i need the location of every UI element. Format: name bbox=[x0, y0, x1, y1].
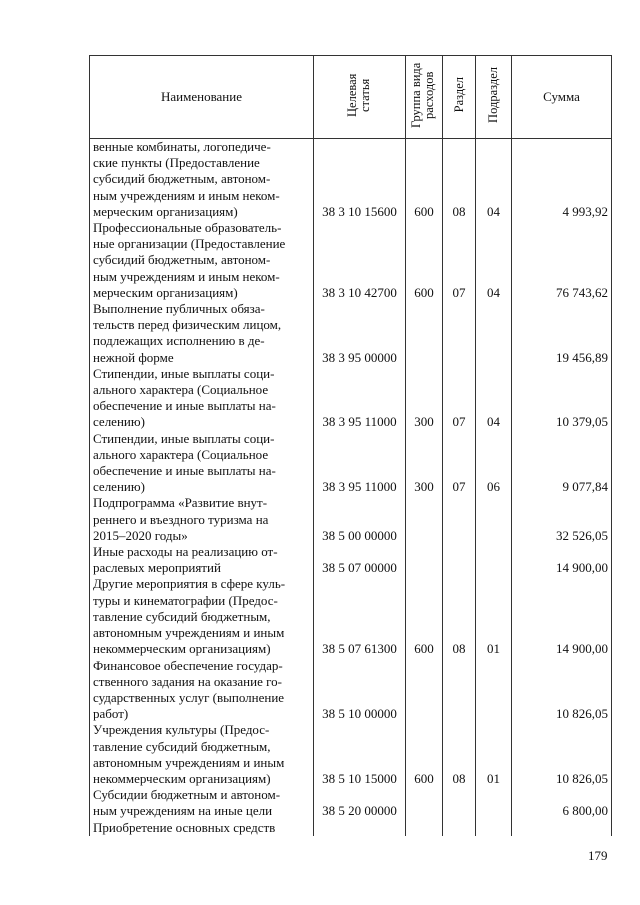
row-sum: 19 456,89 bbox=[512, 301, 612, 366]
row-group bbox=[406, 495, 443, 544]
row-article: 38 5 07 00000 bbox=[314, 544, 406, 576]
row-name: Подпрограмма «Развитие внут- реннего и въездного туризма на 2015–2020 годы» bbox=[90, 495, 314, 544]
row-article: 38 5 20 00000 bbox=[314, 787, 406, 819]
row-sum: 6 800,00 bbox=[512, 787, 612, 819]
row-sum: 76 743,62 bbox=[512, 220, 612, 301]
header-name: Наименование bbox=[90, 56, 314, 139]
header-group: Группа вида расходов bbox=[409, 62, 436, 128]
table-row bbox=[90, 576, 612, 657]
header-section: Раздел bbox=[451, 77, 466, 113]
row-subsection bbox=[476, 495, 512, 544]
row-section: 08 bbox=[443, 722, 476, 787]
row-section bbox=[443, 544, 476, 576]
row-section: 08 bbox=[443, 139, 476, 221]
row-subsection bbox=[476, 787, 512, 819]
row-name: Выполнение публичных обяза- тельств перед физическим лицом, подлежащих исполнению в де- нежной форме bbox=[90, 301, 314, 366]
row-group: 300 bbox=[406, 431, 443, 496]
row-article: 38 5 10 00000 bbox=[314, 658, 406, 723]
row-subsection: 04 bbox=[476, 366, 512, 431]
row-group bbox=[406, 301, 443, 366]
row-sum: 32 526,05 bbox=[512, 495, 612, 544]
budget-table bbox=[89, 55, 612, 836]
table-body bbox=[90, 139, 612, 836]
row-name: венные комбинаты, логопедиче- ские пункты (Предоставление субсидий бюджетным, автоном- ным учреждениям и иным неком- мерческим организациям) bbox=[90, 139, 314, 221]
row-sum: 10 826,05 bbox=[512, 722, 612, 787]
row-name: Учреждения культуры (Предос- тавление субсидий бюджетным, автономным учреждениям и иным некоммерческим организациям) bbox=[90, 722, 314, 787]
page-number: 179 bbox=[588, 848, 608, 863]
row-article: 38 5 07 61300 bbox=[314, 576, 406, 657]
row-name: Стипендии, иные выплаты соци- ального характера (Социальное обеспечение и иные выплаты на- селению) bbox=[90, 431, 314, 496]
row-group: 600 bbox=[406, 220, 443, 301]
row-name: Профессиональные образователь- ные организации (Предоставление субсидий бюджетным, автоном- ным учреждениям и иным неком- мерческим организациям) bbox=[90, 220, 314, 301]
row-subsection: 01 bbox=[476, 722, 512, 787]
row-sum: 9 077,84 bbox=[512, 431, 612, 496]
row-section: 07 bbox=[443, 366, 476, 431]
row-article: 38 3 10 42700 bbox=[314, 220, 406, 301]
row-section bbox=[443, 820, 476, 836]
row-group bbox=[406, 787, 443, 819]
table-header bbox=[90, 56, 612, 139]
row-section bbox=[443, 787, 476, 819]
row-group: 300 bbox=[406, 366, 443, 431]
row-section bbox=[443, 658, 476, 723]
table-row bbox=[90, 220, 612, 301]
row-sum: 4 993,92 bbox=[512, 139, 612, 221]
row-subsection bbox=[476, 820, 512, 836]
table-row bbox=[90, 495, 612, 544]
row-section: 07 bbox=[443, 220, 476, 301]
row-article: 38 5 00 00000 bbox=[314, 495, 406, 544]
row-subsection bbox=[476, 544, 512, 576]
row-name: Иные расходы на реализацию от- раслевых мероприятий bbox=[90, 544, 314, 576]
row-subsection bbox=[476, 301, 512, 366]
row-article: 38 3 95 11000 bbox=[314, 431, 406, 496]
row-section bbox=[443, 301, 476, 366]
row-group: 600 bbox=[406, 722, 443, 787]
row-sum: 14 900,00 bbox=[512, 544, 612, 576]
table-row bbox=[90, 139, 612, 221]
row-article bbox=[314, 820, 406, 836]
row-group bbox=[406, 820, 443, 836]
row-sum: 10 379,05 bbox=[512, 366, 612, 431]
row-name: Финансовое обеспечение государ- ственного задания на оказание го- сударственных услуг (выполнение работ) bbox=[90, 658, 314, 723]
row-name: Приобретение основных средств bbox=[90, 820, 314, 836]
row-subsection: 06 bbox=[476, 431, 512, 496]
row-article: 38 5 10 15000 bbox=[314, 722, 406, 787]
row-subsection: 04 bbox=[476, 220, 512, 301]
row-group: 600 bbox=[406, 139, 443, 221]
header-section-cell bbox=[443, 56, 476, 139]
row-name: Стипендии, иные выплаты соци- ального характера (Социальное обеспечение и иные выплаты на- селению) bbox=[90, 366, 314, 431]
header-subsection-cell bbox=[476, 56, 512, 139]
table-row bbox=[90, 301, 612, 366]
row-section: 08 bbox=[443, 576, 476, 657]
row-subsection: 04 bbox=[476, 139, 512, 221]
table-row bbox=[90, 722, 612, 787]
header-group-cell bbox=[406, 56, 443, 139]
table-row bbox=[90, 820, 612, 836]
row-group bbox=[406, 544, 443, 576]
row-sum: 10 826,05 bbox=[512, 658, 612, 723]
row-subsection bbox=[476, 658, 512, 723]
row-article: 38 3 10 15600 bbox=[314, 139, 406, 221]
row-group: 600 bbox=[406, 576, 443, 657]
table-row bbox=[90, 544, 612, 576]
row-article: 38 3 95 11000 bbox=[314, 366, 406, 431]
row-section: 07 bbox=[443, 431, 476, 496]
header-subsection: Подраздел bbox=[486, 67, 500, 123]
header-sum: Сумма bbox=[512, 56, 612, 139]
table-row bbox=[90, 431, 612, 496]
header-article-cell bbox=[314, 56, 406, 139]
row-name: Другие мероприятия в сфере куль- туры и кинематографии (Предос- тавление субсидий бюджетным, автономным учреждениям и иным некоммерческим организациям) bbox=[90, 576, 314, 657]
row-section bbox=[443, 495, 476, 544]
table-row bbox=[90, 658, 612, 723]
row-subsection: 01 bbox=[476, 576, 512, 657]
table-row bbox=[90, 366, 612, 431]
row-article: 38 3 95 00000 bbox=[314, 301, 406, 366]
row-group bbox=[406, 658, 443, 723]
row-name: Субсидии бюджетным и автоном- ным учреждениям на иные цели bbox=[90, 787, 314, 819]
row-sum bbox=[512, 820, 612, 836]
header-article: Целевая статья bbox=[344, 73, 372, 117]
table-row bbox=[90, 787, 612, 819]
row-sum: 14 900,00 bbox=[512, 576, 612, 657]
